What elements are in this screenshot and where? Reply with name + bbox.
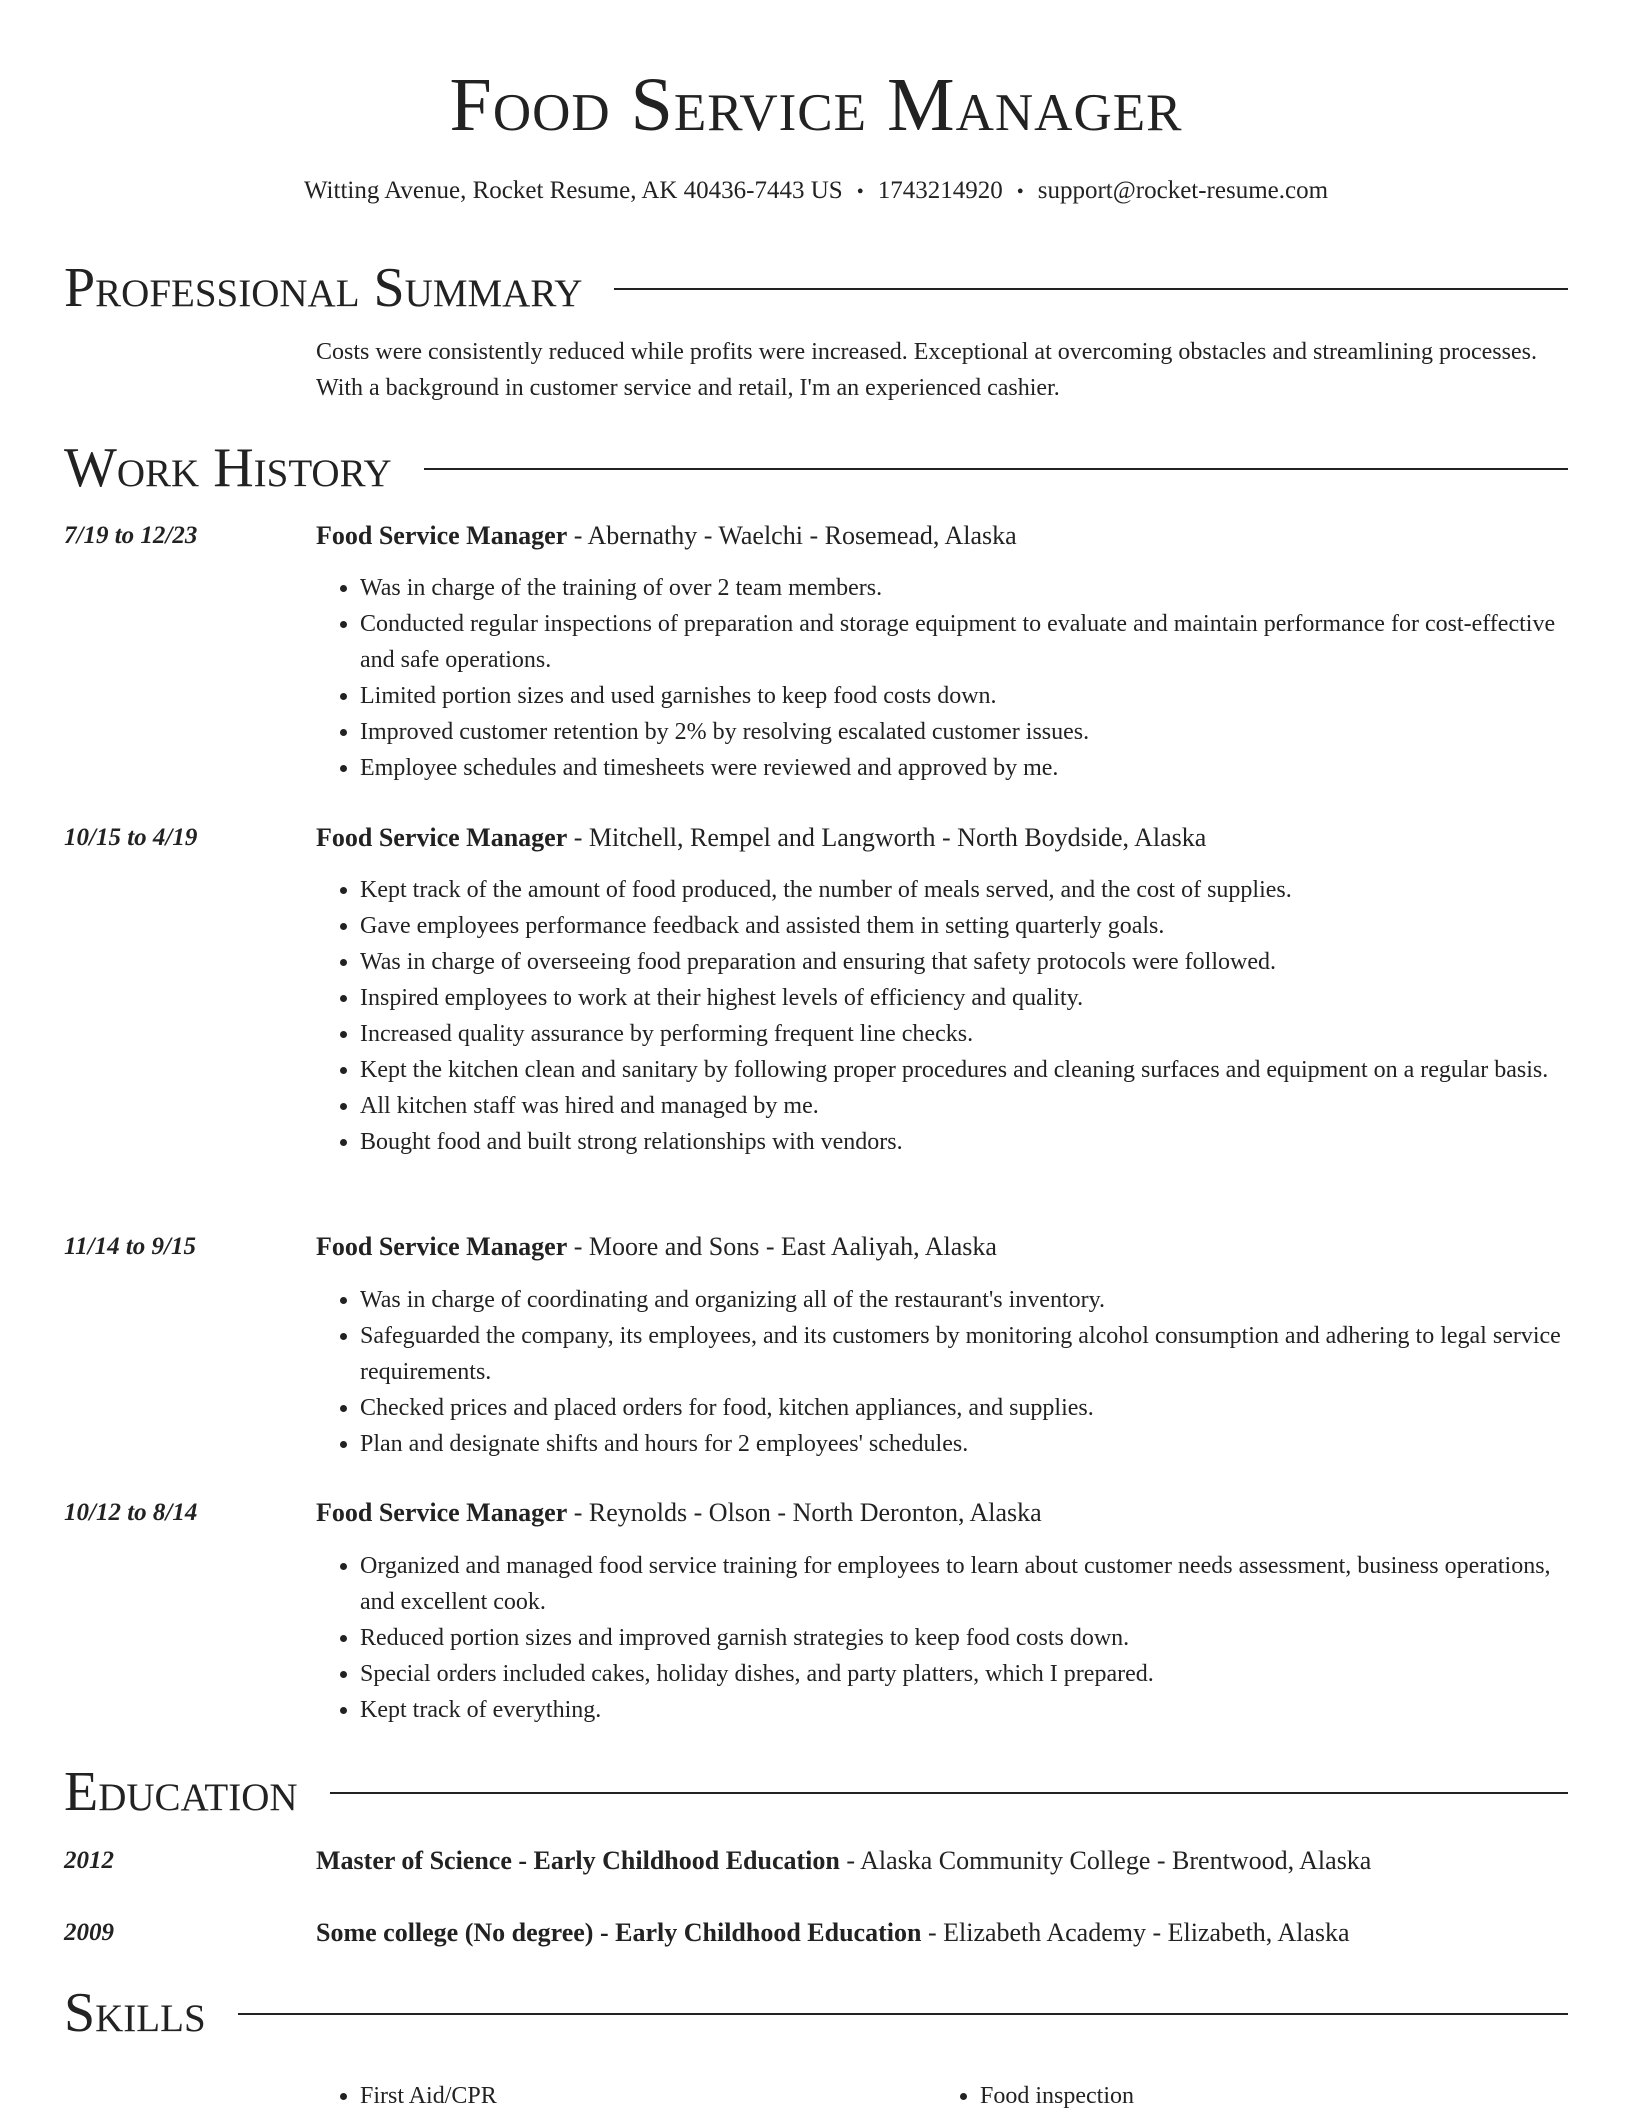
list-item: • Bought food and built strong relationships with vendors. [360, 1124, 1568, 1160]
list-item: • Kept track of the amount of food produced, the number of meals served, and the cost of supplies. [360, 872, 1568, 908]
skills-list [316, 2078, 1568, 2114]
education-section-header [64, 1760, 1568, 1824]
section-title: Skills [64, 1982, 206, 2044]
skills-section-header [64, 1981, 1568, 2045]
job-dates: 10/12 to 8/14 [64, 1499, 198, 1526]
list-item: • Inspired employees to work at their highest levels of efficiency and quality. [360, 980, 1568, 1016]
job-employer: - Moore and Sons - East Aaliyah, Alaska [567, 1232, 997, 1261]
list-item: • Organized and managed food service training for employees to learn about customer needs assessment, business operations, and excellent cook. [360, 1548, 1568, 1620]
email: support@rocket-resume.com [1037, 177, 1329, 204]
section-divider [424, 468, 1568, 470]
job-title: Food Service Manager [316, 521, 568, 550]
list-item: • Special orders included cakes, holiday dishes, and party platters, which I prepared. [360, 1656, 1568, 1692]
section-divider [238, 2013, 1568, 2015]
education-entry [316, 1843, 1568, 1879]
skill-item: • First Aid/CPR [360, 2078, 936, 2114]
list-item: • Kept track of everything. [360, 1692, 1568, 1728]
degree: Master of Science - Early Childhood Education [316, 1846, 840, 1875]
job-dates: 10/15 to 4/19 [64, 824, 198, 851]
education-year: 2009 [64, 1919, 114, 1946]
job-employer: - Mitchell, Rempel and Langworth - North Boydside, Alaska [567, 823, 1207, 852]
skills-bullets [316, 2078, 936, 2114]
contact-separator: • [856, 181, 864, 203]
list-item: • Limited portion sizes and used garnishes to keep food costs down. [360, 678, 1568, 714]
education-entry [316, 1915, 1568, 1951]
summary-section-header [64, 256, 1568, 320]
job-bullets [316, 1282, 1568, 1462]
list-item: • Conducted regular inspections of preparation and storage equipment to evaluate and maintain performance for cost-effective and safe operations. [360, 606, 1568, 678]
skill-item: • Food inspection [980, 2078, 1556, 2114]
school: - Alaska Community College - Brentwood, Alaska [839, 1846, 1372, 1875]
skills-column [316, 2078, 936, 2114]
job-heading [316, 1495, 1568, 1531]
list-item: • Kept the kitchen clean and sanitary by following proper procedures and cleaning surfaces and equipment on a regular basis. [360, 1052, 1568, 1088]
list-item: • Reduced portion sizes and improved garnish strategies to keep food costs down. [360, 1620, 1568, 1656]
skills-column [936, 2078, 1556, 2114]
list-item: • Was in charge of overseeing food preparation and ensuring that safety protocols were followed. [360, 944, 1568, 980]
work-section-header [64, 436, 1568, 500]
job-dates: 11/14 to 9/15 [64, 1233, 196, 1260]
list-item: • Was in charge of coordinating and organizing all of the restaurant's inventory. [360, 1282, 1568, 1318]
job-employer: - Reynolds - Olson - North Deronton, Alaska [567, 1498, 1042, 1527]
list-item: • Checked prices and placed orders for food, kitchen appliances, and supplies. [360, 1390, 1568, 1426]
job-heading [316, 518, 1568, 554]
list-item: • Employee schedules and timesheets were reviewed and approved by me. [360, 750, 1568, 786]
school: - Elizabeth Academy - Elizabeth, Alaska [921, 1918, 1350, 1947]
contact-separator: • [1016, 181, 1024, 203]
job-bullets [316, 570, 1568, 786]
summary-text: Costs were consistently reduced while profits were increased. Exceptional at overcoming obstacles and streamlining processes. With a background in customer service and retail, I'm an experienced cashier. [316, 339, 1537, 401]
job-heading [316, 1229, 1568, 1265]
education-year: 2012 [64, 1847, 114, 1874]
resume-name: Food Service Manager [449, 63, 1183, 147]
list-item: • Was in charge of the training of over 2 team members. [360, 570, 1568, 606]
list-item: • Gave employees performance feedback and assisted them in setting quarterly goals. [360, 908, 1568, 944]
contact-line [0, 175, 1632, 208]
list-item: • Improved customer retention by 2% by resolving escalated customer issues. [360, 714, 1568, 750]
section-title: Professional Summary [64, 257, 583, 319]
job-title: Food Service Manager [316, 1498, 568, 1527]
job-title: Food Service Manager [316, 823, 568, 852]
job-title: Food Service Manager [316, 1232, 568, 1261]
skills-bullets [936, 2078, 1556, 2114]
job-dates: 7/19 to 12/23 [64, 522, 198, 549]
section-title: Education [64, 1761, 298, 1823]
job-heading [316, 820, 1568, 856]
section-title: Work History [64, 437, 392, 499]
job-employer: - Abernathy - Waelchi - Rosemead, Alaska [567, 521, 1017, 550]
list-item: • Plan and designate shifts and hours for 2 employees' schedules. [360, 1426, 1568, 1462]
section-divider [614, 288, 1568, 290]
phone: 1743214920 [877, 177, 1003, 204]
list-item: • Safeguarded the company, its employees, and its customers by monitoring alcohol consumption and adhering to legal service requirements. [360, 1318, 1568, 1390]
degree: Some college (No degree) - Early Childhood Education [316, 1918, 922, 1947]
job-bullets [316, 1548, 1568, 1728]
job-bullets [316, 872, 1568, 1160]
list-item: • Increased quality assurance by performing frequent line checks. [360, 1016, 1568, 1052]
list-item: • All kitchen staff was hired and managed by me. [360, 1088, 1568, 1124]
address: Witting Avenue, Rocket Resume, AK 40436-7443 US [303, 177, 843, 204]
section-divider [330, 1792, 1568, 1794]
